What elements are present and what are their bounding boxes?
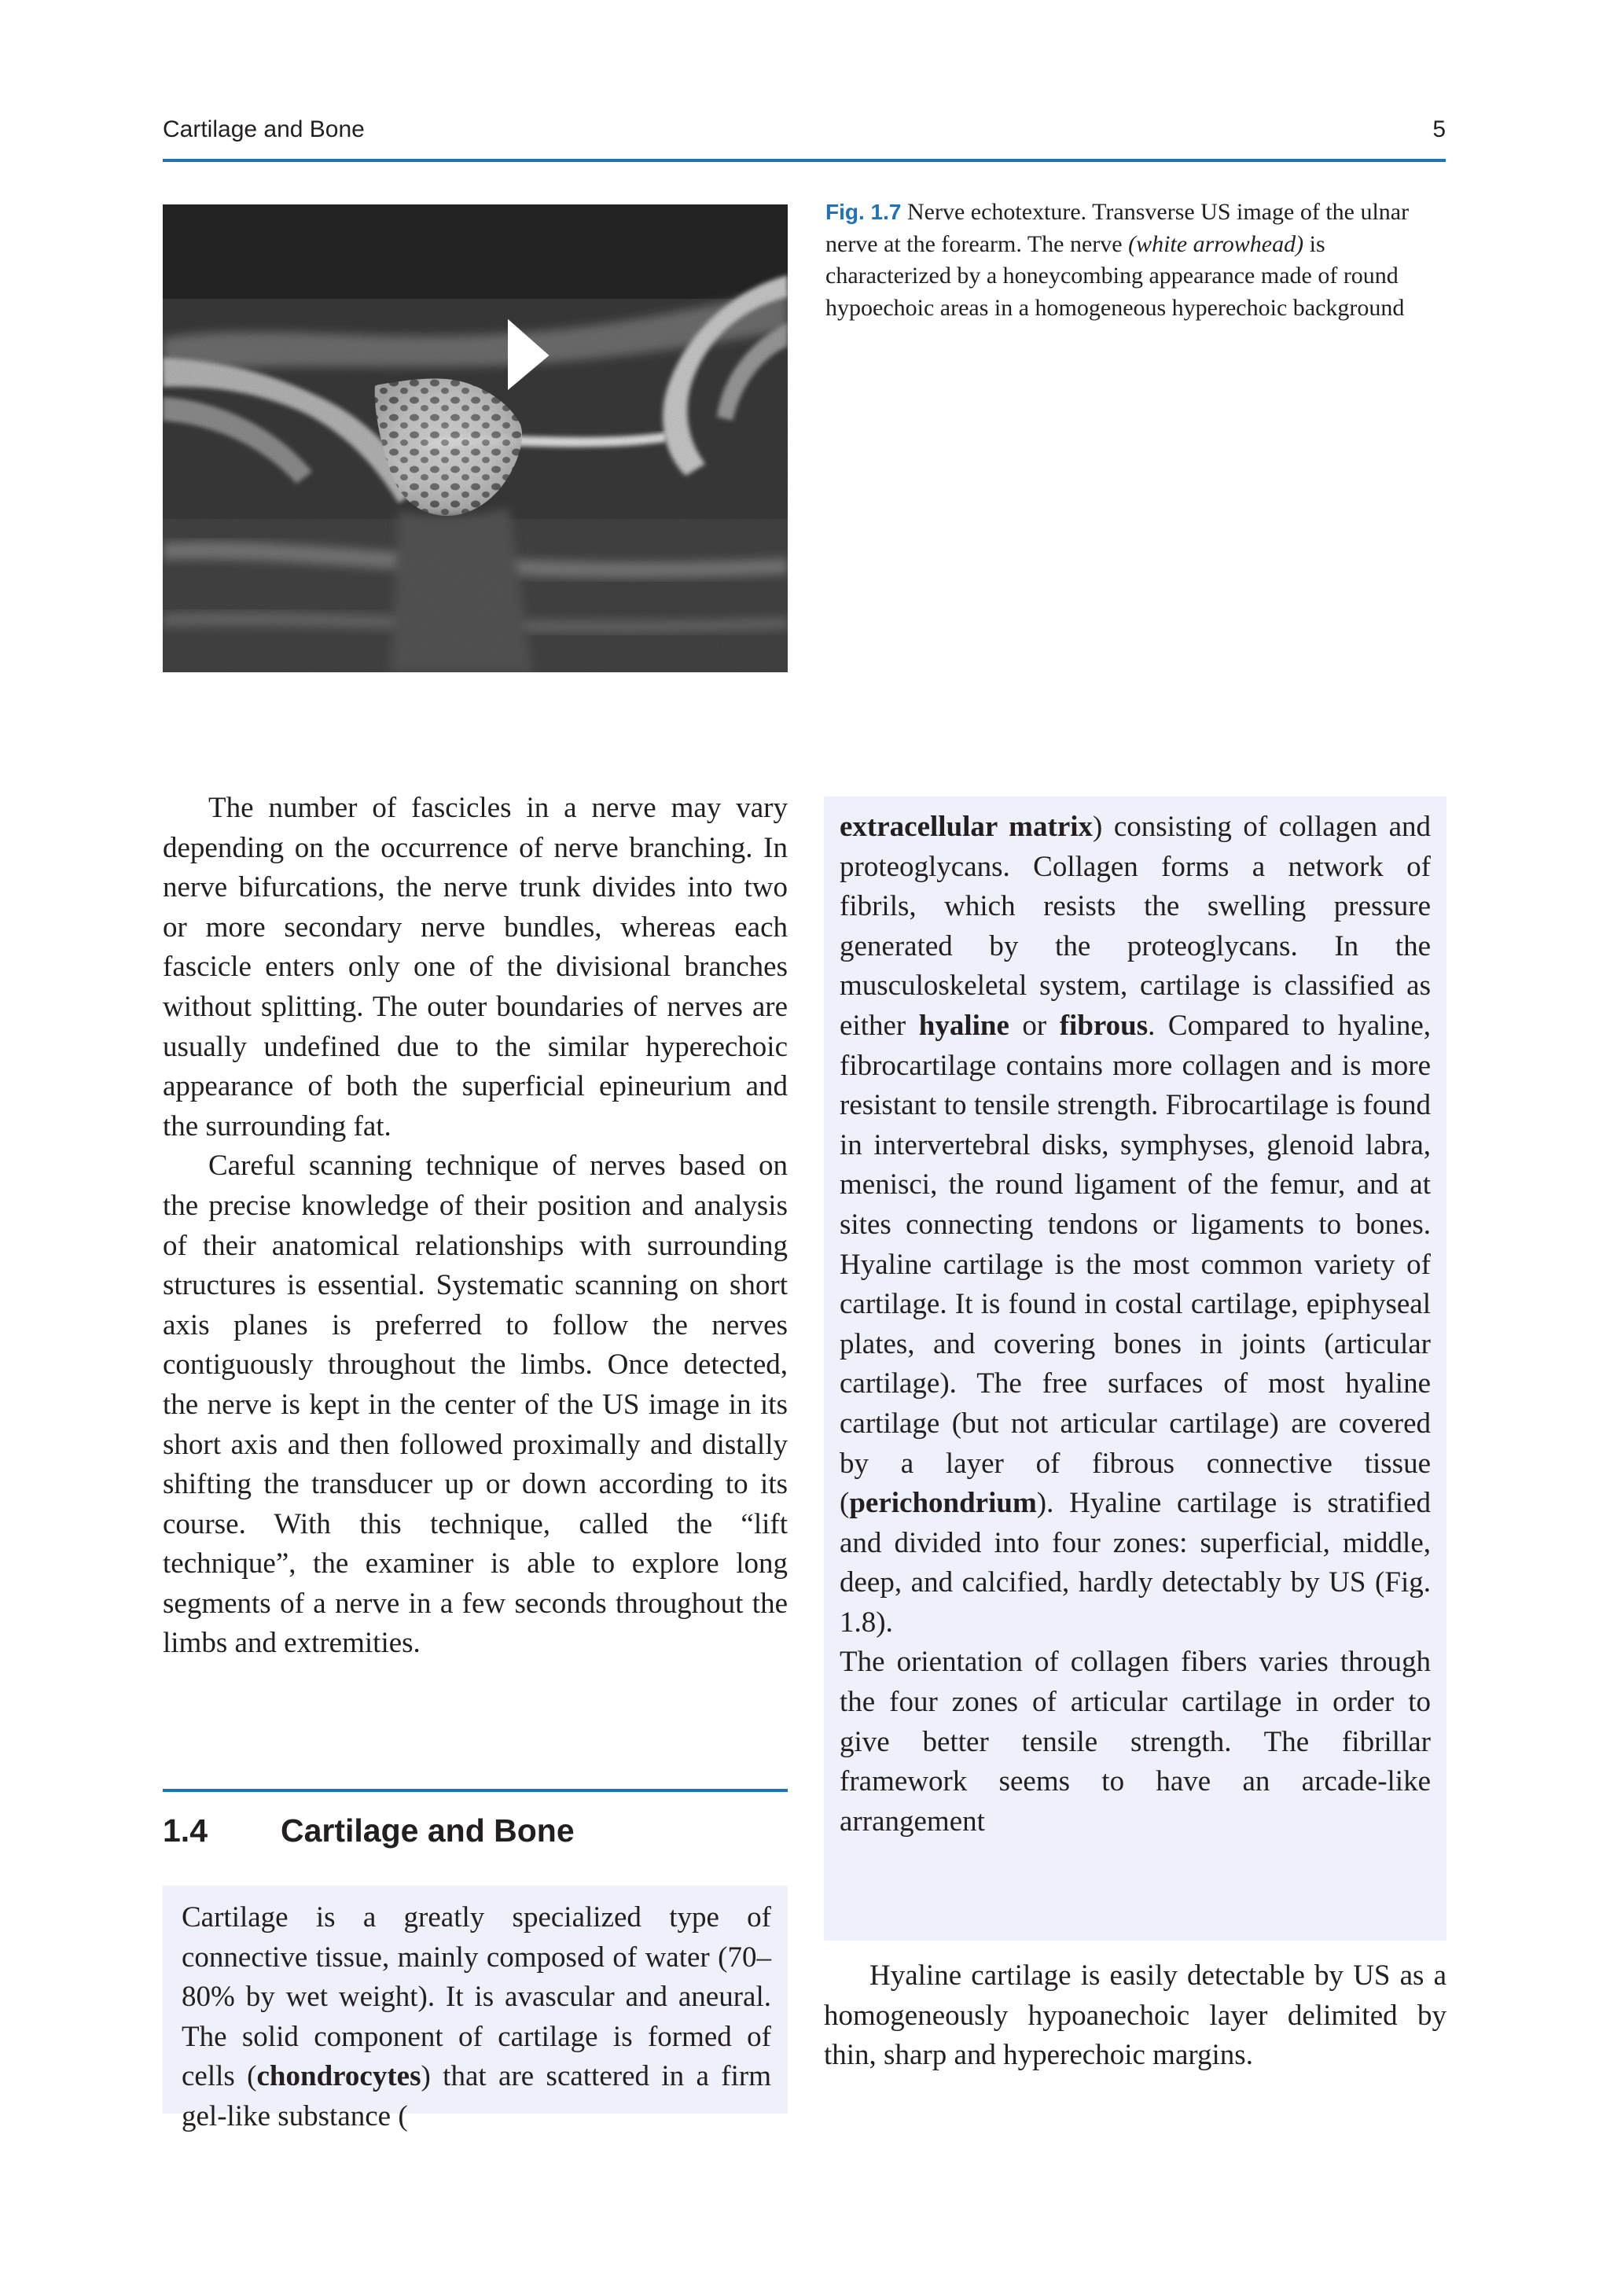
page-number: 5 — [1432, 116, 1446, 142]
running-head — [163, 115, 1446, 162]
keypoint-box-part2 — [824, 797, 1446, 1941]
term-fibrous: fibrous — [1059, 1009, 1149, 1042]
box-paragraph-continued: extracellular matrix) consisting of collagen and proteoglycans. Collagen forms a network of fibrils, which resists the swelling pressure generated by the proteoglycans. In the musculoskeletal system, cartilage is classified as either hyaline or fibrous. Compared to hyaline, fibrocartilage contains more collagen and is more resistant to tensile strength. Fibrocartilage is found in intervertebral disks, symphyses, glenoid labra, menisci, the round ligament of the femur, and at sites connecting tendons or ligaments to bones. Hyaline cartilage is the most common variety of cartilage. It is found in costal cartilage, epiphyseal plates, and covering bones in joints (articular cartilage). The free surfaces of most hyaline cartilage (but not articular cartilage) are covered by a layer of fibrous connective tissue (perichondrium). Hyaline cartilage is stratified and divided into four zones: superficial, middle, deep, and calcified, hardly detectably by US (Fig. 1.8). — [840, 811, 1431, 1639]
ultrasound-figure — [163, 204, 788, 672]
left-column — [163, 789, 788, 1664]
right-column-text — [824, 1956, 1446, 2076]
caption-text: Nerve echotexture. Transverse US image of the ulnar nerve at the forearm. The nerve — [825, 199, 1410, 257]
paragraph-fascicles: The number of fascicles in a nerve may vary depending on the occurrence of nerve branching. In nerve bifurcations, the nerve trunk divides into two or more secondary nerve bundles, whereas each fascicle enters only one of the divisional branches without splitting. The outer boundaries of nerves are usually undefined due to the similar hyperechoic appearance of both the superficial epineurium and the surrounding fat. — [163, 792, 788, 1142]
running-title: Cartilage and Bone — [163, 116, 365, 142]
figure-label: Fig. 1.7 — [825, 200, 902, 224]
section-rule — [163, 1789, 788, 1792]
section-heading — [163, 1812, 788, 1849]
paragraph-hyaline-us: Hyaline cartilage is easily detectable by US as a homogeneously hypoanechoic layer delimited by thin, sharp and hyperechoic margins. — [824, 1959, 1446, 2072]
box-paragraph-start: Cartilage is a greatly specialized type of connective tissue, mainly composed of water (70–80% by wet weight). It is avascular and aneural. The solid component of cartilage is formed of cells (chondrocytes) that are scattered in a firm gel-like substance ( — [182, 1901, 772, 2132]
term-extracellular-matrix: extracellular matrix — [840, 811, 1094, 843]
term-chondrocytes: chondrocytes — [256, 2060, 421, 2093]
figure-caption — [825, 197, 1446, 324]
term-hyaline: hyaline — [918, 1009, 1009, 1042]
paragraph-scanning: Careful scanning technique of nerves based on the precise knowledge of their position and analysis of their anatomical relationships with surrounding structures is essential. Systematic scanning on short axis planes is preferred to follow the nerves contiguously throughout the limbs. Once detected, the nerve is kept in the center of the US image in its short axis and then followed proximally and distally shifting the transducer up or down according to its course. With this technique, called the “lift technique”, the examiner is able to explore long segments of a nerve in a few seconds throughout the limbs and extremities. — [163, 1150, 788, 1660]
caption-text-end: is characterized by a honeycombing appearance made of round hypoechoic areas in a homogeneous hyperechoic background — [825, 230, 1405, 321]
section-title: Cartilage and Bone — [281, 1812, 575, 1849]
box-paragraph-collagen: The orientation of collagen fibers varies through the four zones of articular cartilage in order to give better tensile strength. The fibrillar framework seems to have an arcade-like arrangement — [840, 1646, 1431, 1838]
caption-italic: (white arrowhead) — [1128, 230, 1304, 257]
term-perichondrium: perichondrium — [849, 1487, 1037, 1520]
keypoint-box-part1 — [163, 1886, 788, 2132]
section-number: 1.4 — [163, 1812, 208, 1849]
